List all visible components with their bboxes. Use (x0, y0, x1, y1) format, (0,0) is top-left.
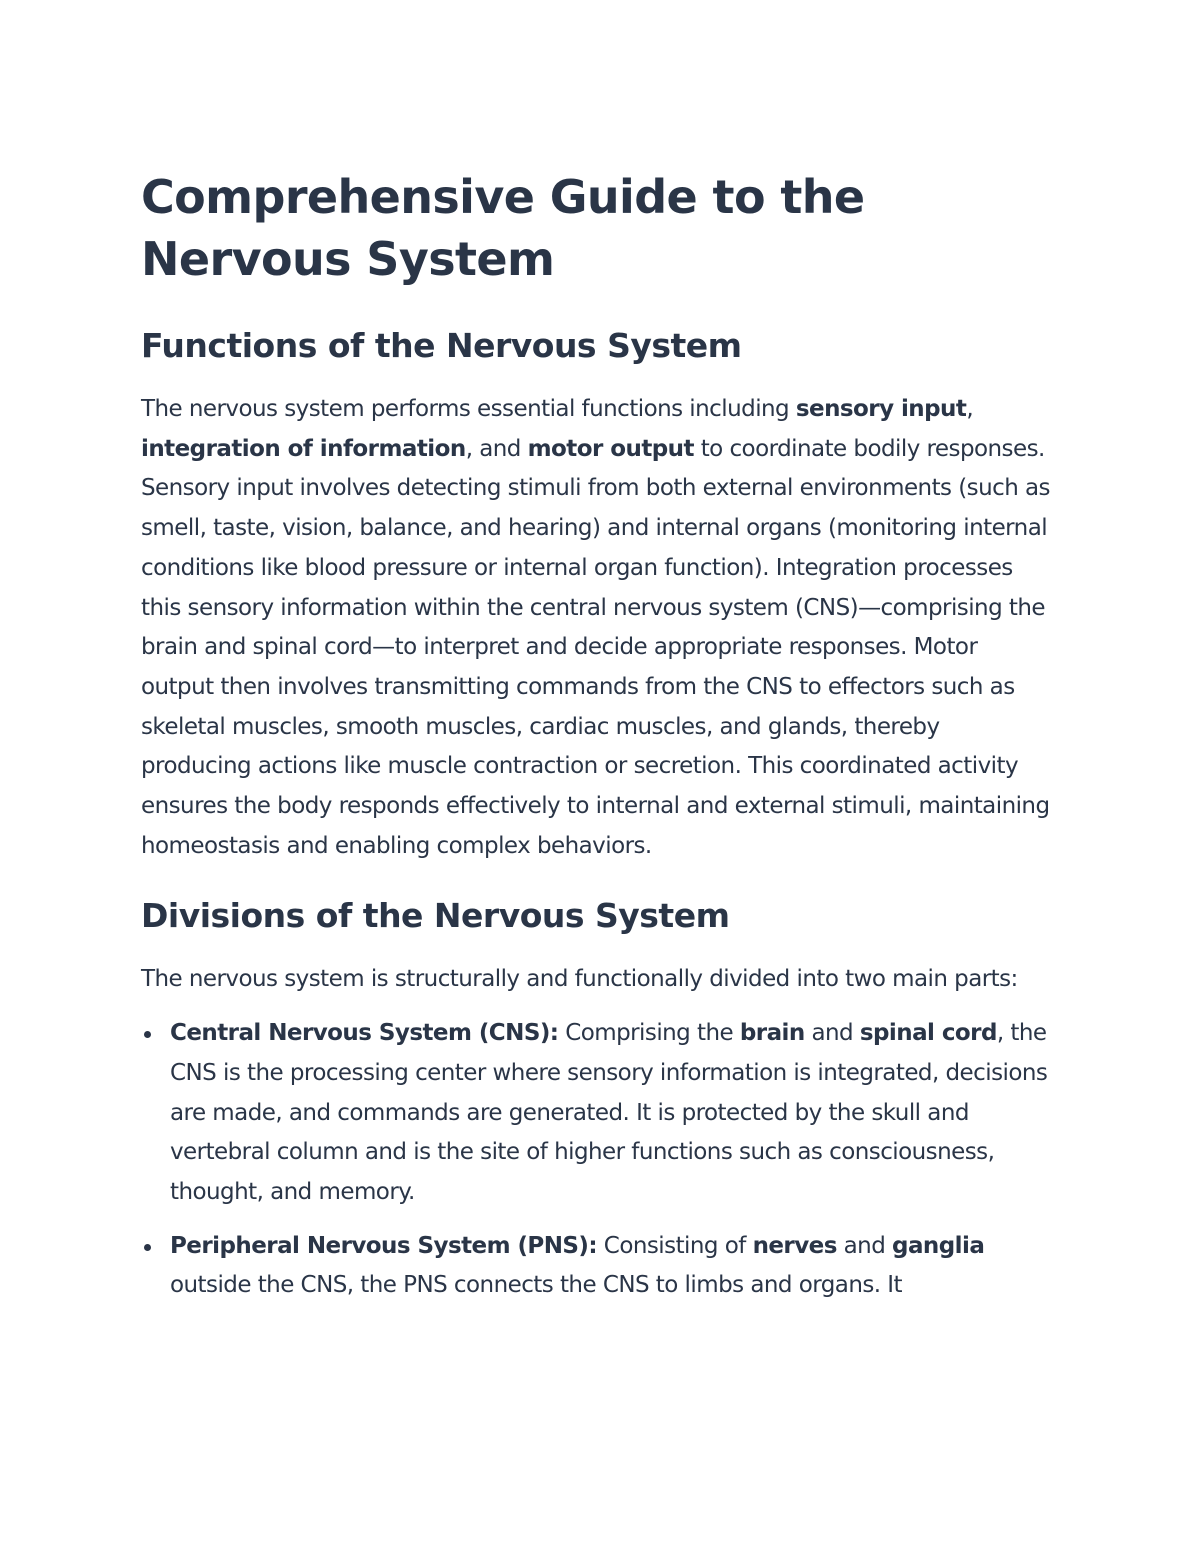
functions-paragraph (141, 390, 1056, 866)
bold-term: nerves (752, 1232, 837, 1259)
bold-term: sensory input (795, 396, 967, 422)
text-run: to coordinate bodily responses. Sensory input involves detecting stimuli from both external environments (such as smell, taste, vision, balance, and hearing) and internal organs (monitoring internal conditions like blood pressure or internal organ function). Integration processes this sensory information within the central nervous system (CNS)—comprising the brain and spinal cord—to interpret and decide appropriate responses. Motor output then involves transmitting commands from the CNS to effectors such as skeletal muscles, smooth muscles, cardiac muscles, and glands, thereby producing actions like muscle contraction or secretion. This coordinated activity ensures the body responds effectively to internal and external stimuli, maintaining homeostasis and enabling complex behaviors. (141, 435, 1050, 859)
bold-term: motor output (527, 435, 694, 462)
text-run: The nervous system performs essential functions including (141, 396, 796, 422)
list-item-term: Peripheral Nervous System (PNS): (170, 1232, 598, 1259)
bold-term: integration of information (141, 435, 466, 462)
bold-term: spinal cord (859, 1020, 997, 1047)
divisions-list (141, 1014, 1056, 1306)
text-run: outside the CNS, the PNS connects the CNS to limbs and organs. It (170, 1272, 903, 1299)
text-run: Comprising the (558, 1020, 740, 1047)
text-run: and (836, 1232, 893, 1259)
bold-term: ganglia (892, 1232, 985, 1259)
document-title: Comprehensive Guide to the Nervous System (141, 170, 865, 286)
document-page (141, 166, 1056, 1320)
text-run: Consisting of (597, 1232, 753, 1259)
bold-term: brain (739, 1020, 805, 1047)
text-run: and (804, 1020, 860, 1047)
section-heading-divisions: Divisions of the Nervous System (141, 896, 730, 936)
list-item-term: Central Nervous System (CNS): (170, 1020, 559, 1047)
divisions-paragraph: The nervous system is structurally and functionally divided into two main parts: (141, 966, 1018, 993)
bullet-icon (144, 1244, 151, 1251)
bullet-icon (144, 1031, 151, 1038)
text-run: , the CNS is the processing center where sensory information is integrated, decisions are made, and commands are generated. It is protected by the skull and vertebral column and is the site of higher functions such as consciousness, thought, and memory. (170, 1020, 1048, 1205)
section-heading-functions: Functions of the Nervous System (141, 326, 742, 365)
list-item-cns (141, 1014, 1056, 1213)
text-run: , (966, 396, 974, 422)
text-run: , and (465, 435, 528, 462)
list-item-pns (141, 1227, 1056, 1306)
